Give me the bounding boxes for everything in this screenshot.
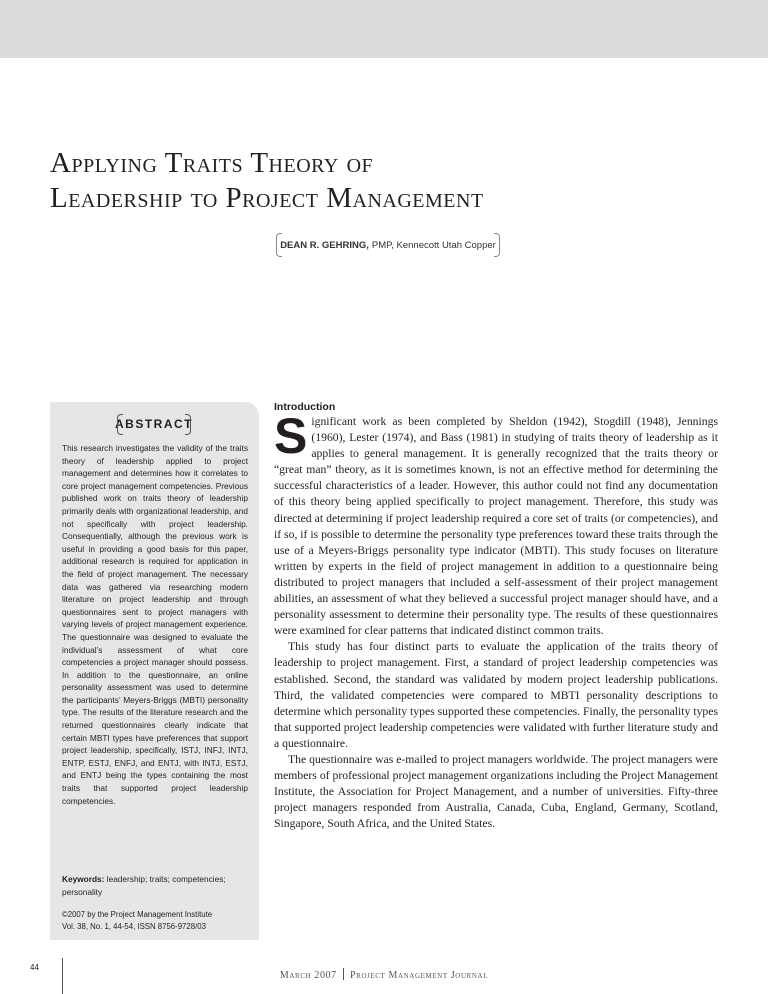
drop-cap: S bbox=[274, 408, 308, 464]
footer-date: March 2007 bbox=[279, 970, 337, 981]
byline-left-bracket bbox=[276, 233, 282, 257]
byline-right-bracket bbox=[494, 233, 500, 257]
abstract-box bbox=[50, 402, 259, 940]
body-column bbox=[274, 408, 718, 832]
abstract-heading bbox=[117, 414, 191, 434]
abstract-right-bracket bbox=[185, 414, 191, 435]
paragraph-1 bbox=[274, 408, 718, 639]
copyright-notice bbox=[62, 909, 252, 932]
paragraph-3: The questionnaire was e-mailed to project managers worldwide. The project managers were members of professional project management organizations including the Project Management Institute, the Association for Project Management, and a number of universities. Fifty-three project managers responded from Australia, Canada, Cuba, England, Germany, Scotland, Singapore, South Africa, and the United States. bbox=[274, 752, 718, 831]
running-footer bbox=[0, 968, 768, 981]
top-gray-band bbox=[0, 0, 768, 58]
paragraph-1-text: ignificant work as been completed by Sheldon (1942), Stogdill (1948), Jennings (1960), Lester (1974), and Bass (1981) in studying of traits theory of leadership as it applies to general management. It is generally recognized that the traits theory or “great man” theory, as it is sometimes known, is not an effective method for determining the successful characteristics of a leader. However, this author could not find any documentation of this theory being applied specifically to project management. Therefore, this study was directed at determining if project leadership required a core set of traits (or competencies), and if so, if is possible to determine the personality type preferences toward these traits through the use of a Meyers-Briggs personality type indicator (MBTI). This study focuses on literature written by experts in the field of project management in addition to a questionnaire being distributed to project managers that included a self-assessment of their project management abilities, an assessment of what they believed a successful project manager should have, and a personality assessment to determine their personality type. The results of these questionnaires were examined for clear patterns that indicated distinct common traits. bbox=[274, 415, 718, 638]
article-title bbox=[50, 146, 750, 216]
abstract-text: This research investigates the validity of the traits theory of leadership applied to project management and determines how it correlates to core project management competencies. Previous published work on traits theory of leadership primarily deals with organizational leadership, and not specifically with project leadership. Consequentially, although the previous work is useful in providing a good basis for this paper, additional research is required for application in the field of project management. The necessary data was gathered via researching modern literature on project leadership and through questionnaires sent to project managers with varying levels of project management experience. The questionnaire was designed to evaluate the individual’s assessment of what core competencies a project manager should possess. In addition to the questionnaire, an online personality assessment was used to determine the participants’ Meyers-Briggs (MBTI) personality type. The results of the literature research and the returned questionnaires clearly indicate that certain MBTI types have preferences that support project leadership, specifically, ISTJ, INFJ, INTJ, ENTP, ESTJ, ENFJ, and ENTJ, with INTJ, ESTJ, and ENTJ being the types containing the most traits that supported project leadership competencies. bbox=[62, 443, 248, 806]
copyright-line-2: Vol. 38, No. 1, 44-54, ISSN 8756-9728/03 bbox=[62, 921, 206, 931]
copyright-line-1: ©2007 by the Project Management Institute bbox=[62, 910, 213, 919]
abstract-left-bracket bbox=[117, 414, 123, 435]
keywords-list: leadership; traits; competencies; personality bbox=[62, 874, 226, 897]
title-line-2: Leadership to Project Management bbox=[50, 182, 484, 214]
byline bbox=[276, 233, 500, 257]
section-heading-introduction: Introduction bbox=[274, 401, 336, 413]
author-name: DEAN R. GEHRING, bbox=[280, 239, 369, 251]
abstract-heading-text: ABSTRACT bbox=[115, 417, 193, 431]
paragraph-2: This study has four distinct parts to evaluate the application of the traits theory of leadership to project management. First, a standard of project leadership competencies was established. Second, the standard was validated by modern project leadership publications. Third, the validated competencies were compared to MBTI personality descriptions to determine which personality types supported these competencies. Finally, the personality types that supported project leadership competencies were validated with further literature study and a questionnaire. bbox=[274, 640, 718, 750]
title-line-1: Applying Traits Theory of bbox=[50, 147, 374, 179]
keywords-label: Keywords: bbox=[62, 874, 105, 884]
keywords bbox=[62, 873, 248, 898]
page-number: 44 bbox=[30, 963, 39, 972]
author-affiliation: PMP, Kennecott Utah Copper bbox=[371, 239, 496, 251]
footer-journal: Project Management Journal bbox=[349, 970, 489, 981]
footer-separator bbox=[343, 968, 344, 980]
